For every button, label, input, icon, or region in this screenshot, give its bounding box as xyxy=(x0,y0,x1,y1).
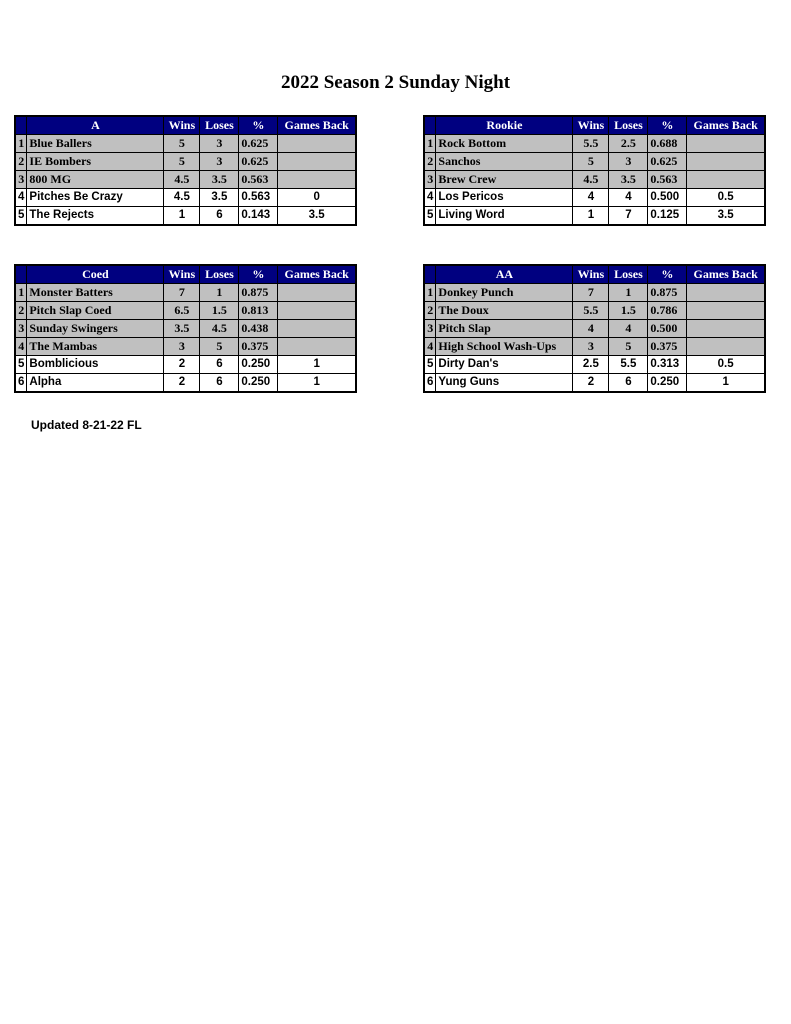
games-back-cell xyxy=(687,320,765,338)
team-cell: Donkey Punch xyxy=(436,284,573,302)
games-back-cell xyxy=(687,153,765,171)
wins-cell: 5.5 xyxy=(573,302,609,320)
wins-cell: 5 xyxy=(164,135,200,153)
division-name: A xyxy=(27,116,164,135)
division-a-table xyxy=(14,115,357,226)
team-cell: IE Bombers xyxy=(27,153,164,171)
loses-cell: 5 xyxy=(200,338,239,356)
team-cell: Living Word xyxy=(436,207,573,226)
rank-cell: 5 xyxy=(424,356,436,374)
rank-cell: 3 xyxy=(424,171,436,189)
table-row xyxy=(424,153,765,171)
wins-header: Wins xyxy=(573,116,609,135)
loses-cell: 4 xyxy=(609,320,648,338)
loses-cell: 3.5 xyxy=(200,189,239,207)
table-row xyxy=(15,320,356,338)
rank-cell: 1 xyxy=(15,284,27,302)
loses-cell: 1 xyxy=(200,284,239,302)
table-row xyxy=(15,171,356,189)
games-back-cell xyxy=(278,153,356,171)
team-cell: The Mambas xyxy=(27,338,164,356)
rank-cell: 1 xyxy=(15,135,27,153)
loses-cell: 5.5 xyxy=(609,356,648,374)
division-coed-table xyxy=(14,264,357,393)
table-row xyxy=(424,135,765,153)
team-cell: Sunday Swingers xyxy=(27,320,164,338)
table-row xyxy=(15,374,356,393)
rank-header xyxy=(15,116,27,135)
rank-cell: 3 xyxy=(15,320,27,338)
loses-cell: 7 xyxy=(609,207,648,226)
loses-cell: 3 xyxy=(200,153,239,171)
games-back-cell xyxy=(278,320,356,338)
wins-cell: 2.5 xyxy=(573,356,609,374)
loses-cell: 5 xyxy=(609,338,648,356)
loses-cell: 4 xyxy=(609,189,648,207)
loses-header: Loses xyxy=(609,265,648,284)
loses-cell: 6 xyxy=(200,356,239,374)
games-back-cell xyxy=(687,338,765,356)
rank-cell: 1 xyxy=(424,135,436,153)
updated-note: Updated 8-21-22 FL xyxy=(31,418,142,432)
games-back-cell: 1 xyxy=(687,374,765,393)
rank-cell: 4 xyxy=(15,189,27,207)
table-row xyxy=(15,189,356,207)
team-cell: Brew Crew xyxy=(436,171,573,189)
team-cell: Pitch Slap xyxy=(436,320,573,338)
rank-header xyxy=(424,265,436,284)
rank-cell: 2 xyxy=(15,302,27,320)
wins-header: Wins xyxy=(164,265,200,284)
pct-cell: 0.625 xyxy=(648,153,687,171)
loses-cell: 4.5 xyxy=(200,320,239,338)
rank-cell: 2 xyxy=(15,153,27,171)
wins-cell: 3 xyxy=(164,338,200,356)
pct-cell: 0.563 xyxy=(239,189,278,207)
pct-header: % xyxy=(239,116,278,135)
pct-header: % xyxy=(239,265,278,284)
team-cell: 800 MG xyxy=(27,171,164,189)
pct-cell: 0.250 xyxy=(239,356,278,374)
loses-cell: 2.5 xyxy=(609,135,648,153)
games-back-cell xyxy=(278,171,356,189)
wins-cell: 2 xyxy=(164,374,200,393)
table-row xyxy=(15,135,356,153)
pct-cell: 0.250 xyxy=(239,374,278,393)
games-back-cell xyxy=(687,284,765,302)
table-row xyxy=(424,338,765,356)
team-cell: Monster Batters xyxy=(27,284,164,302)
pct-cell: 0.143 xyxy=(239,207,278,226)
table-row xyxy=(424,171,765,189)
pct-cell: 0.438 xyxy=(239,320,278,338)
pct-cell: 0.250 xyxy=(648,374,687,393)
team-cell: Pitches Be Crazy xyxy=(27,189,164,207)
pct-cell: 0.786 xyxy=(648,302,687,320)
loses-cell: 3.5 xyxy=(200,171,239,189)
wins-cell: 5.5 xyxy=(573,135,609,153)
division-name: Coed xyxy=(27,265,164,284)
pct-cell: 0.875 xyxy=(239,284,278,302)
loses-header: Loses xyxy=(200,265,239,284)
loses-header: Loses xyxy=(200,116,239,135)
rank-cell: 2 xyxy=(424,153,436,171)
table-header-row xyxy=(15,116,356,135)
games-back-cell: 0.5 xyxy=(687,356,765,374)
loses-cell: 6 xyxy=(200,374,239,393)
division-rookie-table xyxy=(423,115,766,226)
games-back-header: Games Back xyxy=(687,265,765,284)
rank-header xyxy=(15,265,27,284)
pct-cell: 0.500 xyxy=(648,189,687,207)
loses-cell: 3 xyxy=(200,135,239,153)
wins-cell: 1 xyxy=(164,207,200,226)
team-cell: Dirty Dan's xyxy=(436,356,573,374)
team-cell: Bomblicious xyxy=(27,356,164,374)
games-back-cell xyxy=(687,302,765,320)
table-row xyxy=(424,302,765,320)
loses-cell: 6 xyxy=(609,374,648,393)
table-row xyxy=(15,284,356,302)
table-header-row xyxy=(424,265,765,284)
games-back-cell xyxy=(278,284,356,302)
division-name: AA xyxy=(436,265,573,284)
table-row xyxy=(424,320,765,338)
rank-cell: 6 xyxy=(424,374,436,393)
games-back-cell xyxy=(687,135,765,153)
loses-cell: 6 xyxy=(200,207,239,226)
page-title: 2022 Season 2 Sunday Night xyxy=(280,72,511,93)
table-row xyxy=(424,284,765,302)
loses-cell: 1 xyxy=(609,284,648,302)
rank-cell: 6 xyxy=(15,374,27,393)
table-row xyxy=(15,356,356,374)
wins-header: Wins xyxy=(573,265,609,284)
team-cell: The Doux xyxy=(436,302,573,320)
table-row xyxy=(424,207,765,226)
rank-cell: 1 xyxy=(424,284,436,302)
wins-cell: 3.5 xyxy=(164,320,200,338)
pct-cell: 0.563 xyxy=(648,171,687,189)
wins-cell: 4.5 xyxy=(164,171,200,189)
games-back-cell xyxy=(278,135,356,153)
games-back-cell: 0.5 xyxy=(687,189,765,207)
games-back-cell: 0 xyxy=(278,189,356,207)
division-name: Rookie xyxy=(436,116,573,135)
wins-cell: 6.5 xyxy=(164,302,200,320)
table-header-row xyxy=(15,265,356,284)
pct-cell: 0.125 xyxy=(648,207,687,226)
team-cell: Sanchos xyxy=(436,153,573,171)
table-row xyxy=(15,207,356,226)
wins-cell: 1 xyxy=(573,207,609,226)
pct-cell: 0.625 xyxy=(239,153,278,171)
games-back-cell xyxy=(278,338,356,356)
rank-cell: 3 xyxy=(424,320,436,338)
team-cell: Los Pericos xyxy=(436,189,573,207)
team-cell: Rock Bottom xyxy=(436,135,573,153)
table-row xyxy=(15,153,356,171)
wins-cell: 4 xyxy=(573,189,609,207)
loses-cell: 3 xyxy=(609,153,648,171)
loses-cell: 1.5 xyxy=(200,302,239,320)
loses-cell: 3.5 xyxy=(609,171,648,189)
wins-cell: 4 xyxy=(573,320,609,338)
pct-cell: 0.375 xyxy=(648,338,687,356)
loses-header: Loses xyxy=(609,116,648,135)
rank-cell: 4 xyxy=(15,338,27,356)
table-row xyxy=(15,302,356,320)
games-back-cell: 1 xyxy=(278,356,356,374)
wins-cell: 4.5 xyxy=(164,189,200,207)
wins-header: Wins xyxy=(164,116,200,135)
games-back-cell: 3.5 xyxy=(687,207,765,226)
pct-cell: 0.313 xyxy=(648,356,687,374)
rank-cell: 5 xyxy=(15,356,27,374)
table-header-row xyxy=(424,116,765,135)
rank-cell: 5 xyxy=(424,207,436,226)
rank-cell: 4 xyxy=(424,189,436,207)
pct-cell: 0.500 xyxy=(648,320,687,338)
rank-cell: 5 xyxy=(15,207,27,226)
pct-cell: 0.375 xyxy=(239,338,278,356)
games-back-header: Games Back xyxy=(278,265,356,284)
table-row xyxy=(424,374,765,393)
table-row xyxy=(424,356,765,374)
games-back-cell: 1 xyxy=(278,374,356,393)
wins-cell: 7 xyxy=(164,284,200,302)
rank-cell: 4 xyxy=(424,338,436,356)
games-back-cell xyxy=(278,302,356,320)
team-cell: The Rejects xyxy=(27,207,164,226)
team-cell: Alpha xyxy=(27,374,164,393)
division-aa-table xyxy=(423,264,766,393)
games-back-cell xyxy=(687,171,765,189)
table-row xyxy=(424,189,765,207)
pct-cell: 0.813 xyxy=(239,302,278,320)
team-cell: Pitch Slap Coed xyxy=(27,302,164,320)
wins-cell: 5 xyxy=(573,153,609,171)
pct-cell: 0.625 xyxy=(239,135,278,153)
pct-header: % xyxy=(648,265,687,284)
rank-cell: 2 xyxy=(424,302,436,320)
pct-cell: 0.875 xyxy=(648,284,687,302)
wins-cell: 2 xyxy=(573,374,609,393)
wins-cell: 2 xyxy=(164,356,200,374)
games-back-header: Games Back xyxy=(278,116,356,135)
games-back-cell: 3.5 xyxy=(278,207,356,226)
team-cell: Yung Guns xyxy=(436,374,573,393)
pct-cell: 0.688 xyxy=(648,135,687,153)
pct-cell: 0.563 xyxy=(239,171,278,189)
rank-cell: 3 xyxy=(15,171,27,189)
loses-cell: 1.5 xyxy=(609,302,648,320)
wins-cell: 3 xyxy=(573,338,609,356)
rank-header xyxy=(424,116,436,135)
team-cell: High School Wash-Ups xyxy=(436,338,573,356)
table-row xyxy=(15,338,356,356)
team-cell: Blue Ballers xyxy=(27,135,164,153)
games-back-header: Games Back xyxy=(687,116,765,135)
wins-cell: 7 xyxy=(573,284,609,302)
pct-header: % xyxy=(648,116,687,135)
wins-cell: 5 xyxy=(164,153,200,171)
wins-cell: 4.5 xyxy=(573,171,609,189)
